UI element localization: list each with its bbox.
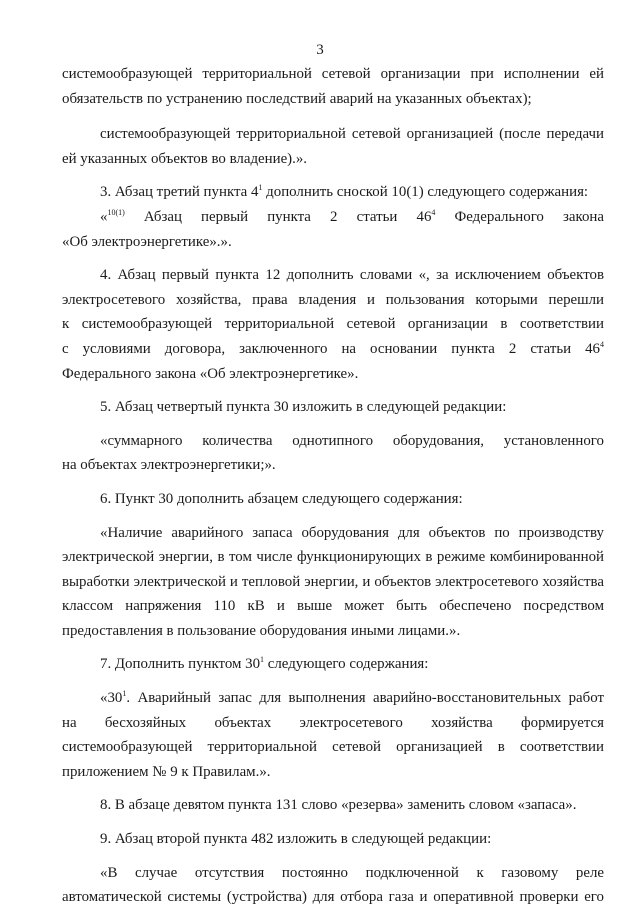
text-segment: следующего содержания: bbox=[264, 656, 429, 673]
superscript: 10(1) bbox=[107, 207, 125, 217]
text-line: системообразующей территориальной сетевой организации при исполнении ей bbox=[62, 66, 604, 82]
text-line: электрической энергии, в том числе функционирующих в режиме комбинированной bbox=[62, 549, 604, 566]
page-number: 3 bbox=[316, 42, 324, 58]
paragraph-gap bbox=[62, 478, 604, 487]
text-line: ей указанных объектов во владение).». bbox=[62, 150, 308, 167]
text-line: предоставления в пользование оборудования иными лицами.». bbox=[62, 622, 461, 639]
text-segment: Абзац первый пункта 2 статьи 46 bbox=[124, 208, 432, 225]
text-line bbox=[62, 686, 604, 711]
text-line bbox=[62, 180, 604, 205]
paragraph-gap bbox=[62, 784, 604, 793]
text-segment: дополнить сноской 10(1) следующего содержания: bbox=[262, 184, 589, 201]
text-line: 9. Абзац второй пункта 482 изложить в следующей редакции: bbox=[100, 831, 492, 848]
text-segment: . Аварийный запас для выполнения аварийно-восстановительных работ bbox=[126, 690, 604, 707]
text-line: 5. Абзац четвертый пункта 30 изложить в следующей редакции: bbox=[100, 399, 507, 416]
text-line: «В случае отсутствия постоянно подключенной к газовому реле bbox=[100, 864, 604, 881]
text-line: на объектах электроэнергетики;». bbox=[62, 457, 276, 474]
text-line bbox=[62, 652, 604, 677]
text-line: 4. Абзац первый пункта 12 дополнить словами «, за исключением объектов bbox=[100, 267, 604, 284]
text-segment: 3. Абзац третий пункта 4 bbox=[100, 184, 259, 201]
text-line: электросетевого хозяйства, права владения и пользования которыми перешли bbox=[62, 291, 604, 308]
text-line: выработки электрической и тепловой энергии, и объектов электросетевого хозяйства bbox=[62, 573, 604, 590]
paragraph-gap bbox=[62, 818, 604, 827]
text-line: системообразующей территориальной сетевой организацией в соответствии bbox=[62, 739, 604, 756]
text-line: автоматической системы (устройства) для отбора газа и оперативной проверки его bbox=[62, 889, 604, 906]
text-line: 6. Пункт 30 дополнить абзацем следующего содержания: bbox=[100, 490, 463, 507]
text-line: обязательств по устранению последствий аварий на указанных объектах); bbox=[62, 90, 532, 107]
superscript: 4 bbox=[600, 339, 604, 349]
text-segment: Федерального закона bbox=[435, 208, 604, 225]
paragraph-gap bbox=[62, 171, 604, 180]
paragraph-gap bbox=[62, 386, 604, 395]
text-line bbox=[62, 205, 604, 230]
text-line: приложением № 9 к Правилам.». bbox=[62, 763, 271, 780]
text-line: «Об электроэнергетике».». bbox=[62, 233, 232, 250]
text-line: системообразующей территориальной сетевой организацией (после передачи bbox=[100, 126, 604, 143]
text-line: Федерального закона «Об электроэнергетике». bbox=[62, 365, 359, 382]
text-line: к системообразующей территориальной сетевой организации в соответствии bbox=[62, 316, 604, 333]
text-segment: с условиями договора, заключенного на основании пункта 2 статьи 46 bbox=[62, 340, 600, 357]
text-line: классом напряжения 110 кВ и выше может быть обеспечено посредством bbox=[62, 598, 604, 615]
paragraph-gap bbox=[62, 852, 604, 861]
paragraph-gap bbox=[62, 254, 604, 263]
paragraph-gap bbox=[62, 512, 604, 521]
text-segment: « bbox=[100, 208, 108, 225]
superscript: 4 bbox=[431, 207, 436, 217]
paragraph-gap bbox=[62, 677, 604, 686]
paragraph-gap bbox=[62, 643, 604, 652]
text-line bbox=[62, 337, 604, 362]
superscript: 1 bbox=[258, 183, 263, 193]
paragraph-gap bbox=[62, 420, 604, 429]
text-line: 8. В абзаце девятом пункта 131 слово «резерва» заменить словом «запаса». bbox=[100, 797, 577, 814]
text-segment: «30 bbox=[100, 690, 123, 707]
document-body bbox=[62, 62, 604, 910]
text-line: на бесхозяйных объектах электросетевого хозяйства формируется bbox=[62, 714, 604, 731]
superscript: 1 bbox=[260, 655, 265, 665]
text-line: «суммарного количества однотипного оборудования, установленного bbox=[100, 432, 604, 449]
superscript: 1 bbox=[122, 689, 127, 699]
text-segment: 7. Дополнить пунктом 30 bbox=[100, 656, 261, 673]
paragraph-gap bbox=[62, 111, 604, 122]
text-line: «Наличие аварийного запаса оборудования для объектов по производству bbox=[100, 524, 604, 541]
